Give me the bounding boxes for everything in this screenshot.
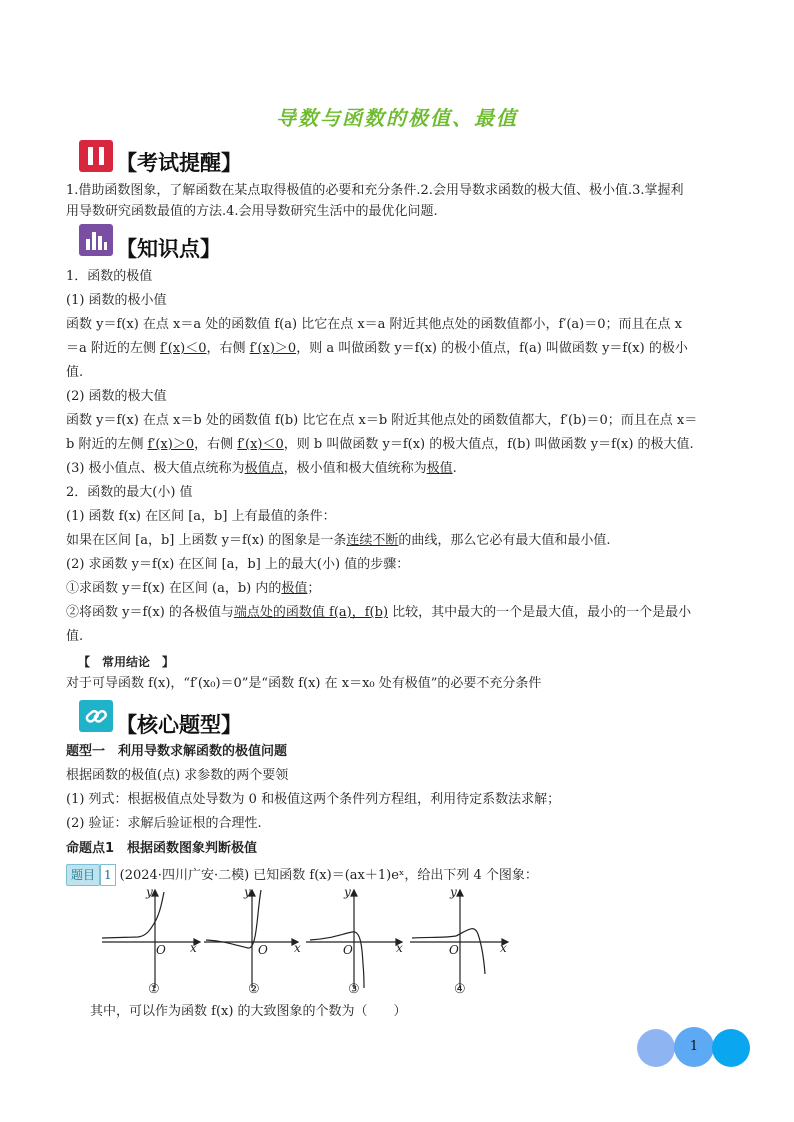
graph-4 <box>410 890 508 988</box>
core-sub-1: 命题点1 根据函数图象判断极值 <box>66 841 258 856</box>
max2-post: ，则 b 叫做函数 y＝f(x) 的极大值点，f(b) 叫做函数 y＝f(x) 的极大值. <box>283 437 694 452</box>
graph-4-x-label: x <box>500 941 507 955</box>
knowledge-max-1: 函数 y＝f(x) 在点 x＝b 处的函数值 f(b) 比它在点 x＝b 附近其他点处的函数值都大，f′(b)＝0；而且在点 x＝ <box>66 413 698 428</box>
knowledge-min-3: 值. <box>66 365 84 380</box>
graph-3-number: ③ <box>348 982 360 997</box>
step1-post: ； <box>307 581 321 596</box>
common-conclusion-label: 【 常用结论 】 <box>78 655 175 669</box>
core-p1: (1) 列式：根据极值点处导数为 0 和极值这两个条件列方程组，利用待定系数法求解； <box>66 792 561 807</box>
graph-2-x-label: x <box>294 941 301 955</box>
common-conclusion-text: 对于可导函数 f(x)，“f′(x₀)＝0”是“函数 f(x) 在 x＝x₀ 处有极值”的必要不充分条件 <box>66 676 542 691</box>
question-number: 1 <box>100 864 116 886</box>
cond-post: 的曲线，那么它必有最大值和最小值. <box>398 533 611 548</box>
knowledge-unify <box>66 459 457 479</box>
min2-post: ，则 a 叫做函数 y＝f(x) 的极小值点，f(a) 叫做函数 y＝f(x) 的极小 <box>296 341 688 356</box>
cond-underline: 连续不断 <box>346 533 399 548</box>
min2-underline-1: f′(x)＜0 <box>160 341 207 356</box>
knowledge-min-1: 函数 y＝f(x) 在点 x＝a 处的函数值 f(a) 比它在点 x＝a 附近其他点处的函数值都小，f′(a)＝0；而且在点 x <box>66 317 682 332</box>
graph-4-y-label: y <box>450 885 457 899</box>
knowledge-h1a: (1) 函数的极小值 <box>66 293 167 308</box>
graph-2-y-label: y <box>244 885 251 899</box>
min2-underline-2: f′(x)＞0 <box>249 341 297 356</box>
graph-2-number: ② <box>248 982 260 997</box>
min2-pre: ＝a 附近的左侧 <box>66 341 161 356</box>
graph-1 <box>102 890 200 988</box>
page-number: 1 <box>689 1039 699 1054</box>
knowledge-h2a: (1) 函数 f(x) 在区间 [a，b] 上有最值的条件： <box>66 509 336 524</box>
step2-pre: ②将函数 y＝f(x) 的各极值与 <box>66 605 234 620</box>
core-type-1: 题型一 利用导数求解函数的极值问题 <box>66 744 288 759</box>
unify-underline-2: 极值 <box>426 461 453 476</box>
knowledge-h1b: (2) 函数的极大值 <box>66 389 167 404</box>
graph-1-origin: O <box>156 943 166 957</box>
knowledge-step-1 <box>66 579 320 599</box>
unify-post: . <box>452 461 457 476</box>
knowledge-step-2-end: 值. <box>66 629 84 644</box>
page-badge-left <box>637 1029 675 1067</box>
knowledge-h2: 2．函数的最大(小) 值 <box>66 485 193 500</box>
core-p2: (2) 验证：求解后验证根的合理性. <box>66 816 262 831</box>
graph-3-origin: O <box>343 943 353 957</box>
knowledge-h2b: (2) 求函数 y＝f(x) 在区间 [a，b] 上的最大(小) 值的步骤： <box>66 557 410 572</box>
step1-pre: ①求函数 y＝f(x) 在区间 (a，b) 内的 <box>66 581 282 596</box>
max2-pre: b 附近的左侧 <box>66 437 148 452</box>
bar-chart-icon <box>79 224 113 256</box>
graph-2-origin: O <box>258 943 268 957</box>
graph-3-y-label: y <box>344 885 351 899</box>
cond-pre: 如果在区间 [a，b] 上函数 y＝f(x) 的图象是一条 <box>66 533 347 548</box>
link-icon <box>79 700 113 732</box>
knowledge-min-2 <box>66 339 688 359</box>
graph-3 <box>306 890 402 988</box>
pause-icon <box>79 140 113 172</box>
section-exam-label: 【考试提醒】 <box>116 151 242 175</box>
step2-post: 比较，其中最大的一个是最大值，最小的一个是最小 <box>388 605 692 620</box>
page-title: 导数与函数的极值、最值 <box>276 106 518 130</box>
exam-text-line-2: 用导数研究函数最值的方法.4.会用导数研究生活中的最优化问题. <box>66 204 438 219</box>
max2-underline-2: f′(x)＜0 <box>237 437 284 452</box>
graph-1-number: ① <box>148 982 160 997</box>
knowledge-step-2 <box>66 603 691 623</box>
section-core-label: 【核心题型】 <box>116 713 242 737</box>
question-1 <box>66 864 538 886</box>
question-text: (2024·四川广安·二模) 已知函数 f(x)＝(ax＋1)eˣ，给出下列 4 个图象： <box>119 868 538 883</box>
unify-pre: (3) 极小值点、极大值点统称为 <box>66 461 245 476</box>
page-badge-right <box>712 1029 750 1067</box>
graph-1-x-label: x <box>190 941 197 955</box>
section-knowledge-label: 【知识点】 <box>116 237 221 261</box>
question-tag: 题目 <box>66 864 100 886</box>
step2-underline: 端点处的函数值 f(a)，f(b) <box>233 605 389 620</box>
graph-1-y-label: y <box>146 885 153 899</box>
graph-2 <box>204 890 298 988</box>
exam-text-line-1: 1.借助函数图象，了解函数在某点取得极值的必要和充分条件.2.会用导数求函数的极大值、极小值.3.掌握利 <box>66 183 684 198</box>
knowledge-h1: 1．函数的极值 <box>66 269 153 284</box>
min2-mid: ，右侧 <box>206 341 250 356</box>
question-end: 其中，可以作为函数 f(x) 的大致图象的个数为（ ） <box>90 1004 407 1019</box>
max2-mid: ，右侧 <box>194 437 238 452</box>
max2-underline-1: f′(x)＞0 <box>147 437 195 452</box>
knowledge-cond <box>66 531 611 551</box>
graph-4-number: ④ <box>454 982 466 997</box>
unify-underline-1: 极值点 <box>244 461 284 476</box>
step1-underline: 极值 <box>281 581 308 596</box>
graph-4-origin: O <box>449 943 459 957</box>
knowledge-max-2 <box>66 435 694 455</box>
graph-3-x-label: x <box>396 941 403 955</box>
unify-mid: ，极小值和极大值统称为 <box>283 461 427 476</box>
core-lead: 根据函数的极值(点) 求参数的两个要领 <box>66 768 289 783</box>
